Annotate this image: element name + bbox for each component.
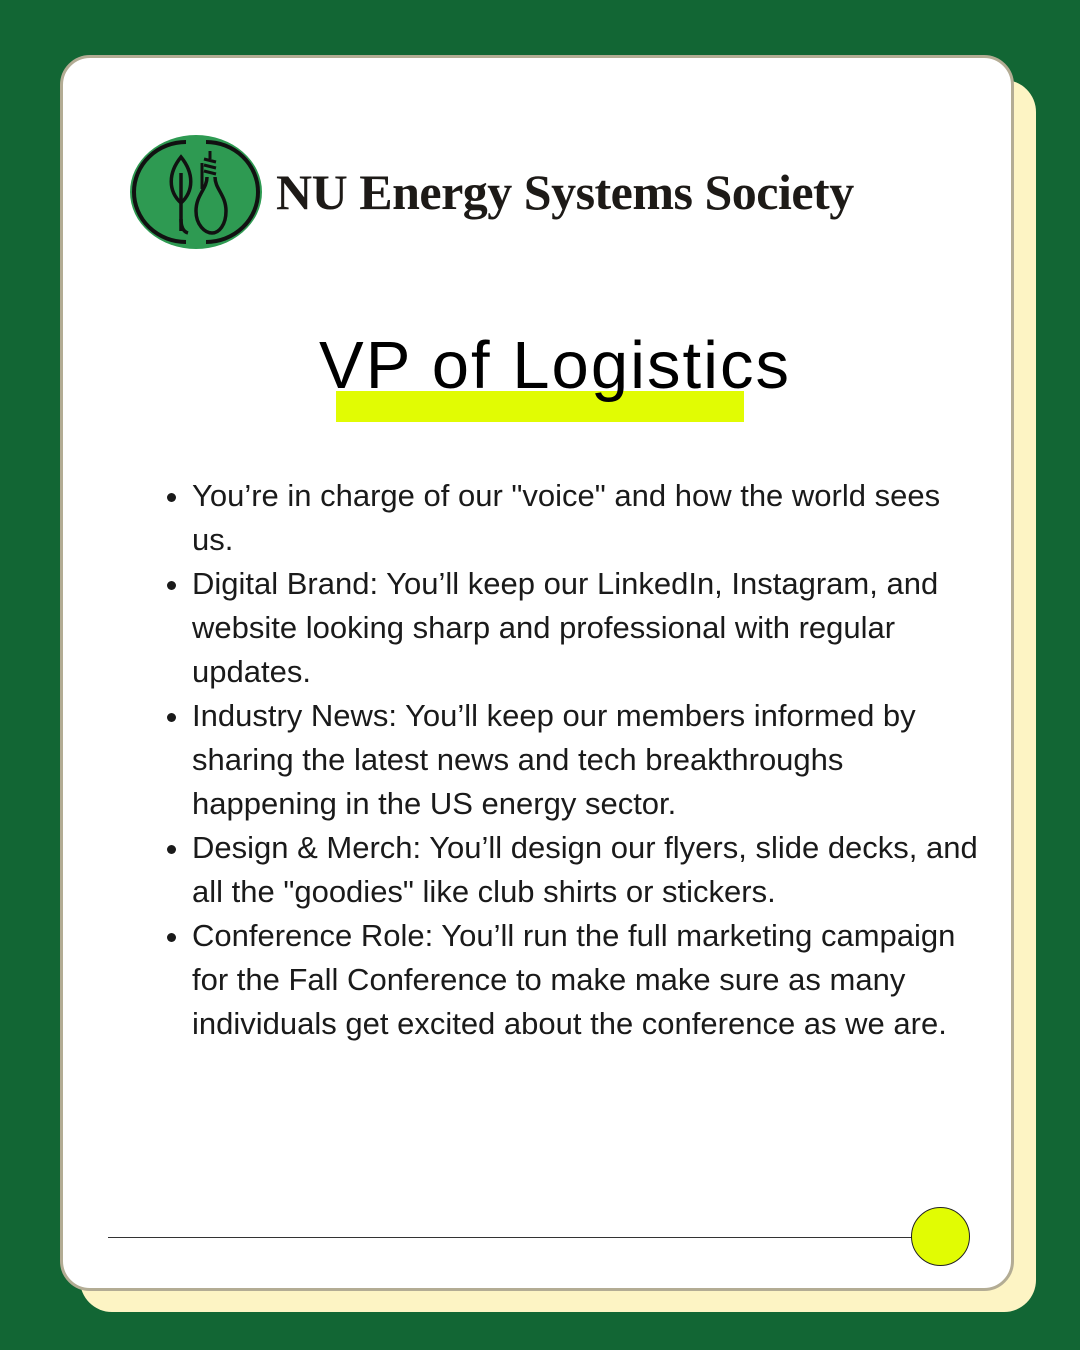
leaf-lightbulb-logo-icon: [128, 133, 264, 251]
list-item: • Conference Role: You’ll run the full marketing campaign for the Fall Conference to make make sure as many individuals get excited about the conference as we are.: [192, 914, 982, 1046]
responsibility-list: [160, 474, 982, 1046]
page-title: VP of Logistics: [319, 328, 791, 403]
accent-dot: [911, 1207, 970, 1266]
org-header: [128, 133, 854, 251]
divider-line: [108, 1237, 913, 1238]
list-item: • You’re in charge of our "voice" and how the world sees us.: [192, 474, 982, 562]
title-container: [0, 326, 1080, 406]
org-name: NU Energy Systems Society: [276, 164, 854, 220]
list-item: • Design & Merch: You’ll design our flyers, slide decks, and all the "goodies" like club shirts or stickers.: [192, 826, 982, 914]
list-item: • Industry News: You’ll keep our members informed by sharing the latest news and tech breakthroughs happening in the US energy sector.: [192, 694, 982, 826]
list-item: • Digital Brand: You’ll keep our LinkedIn, Instagram, and website looking sharp and professional with regular updates.: [192, 562, 982, 694]
